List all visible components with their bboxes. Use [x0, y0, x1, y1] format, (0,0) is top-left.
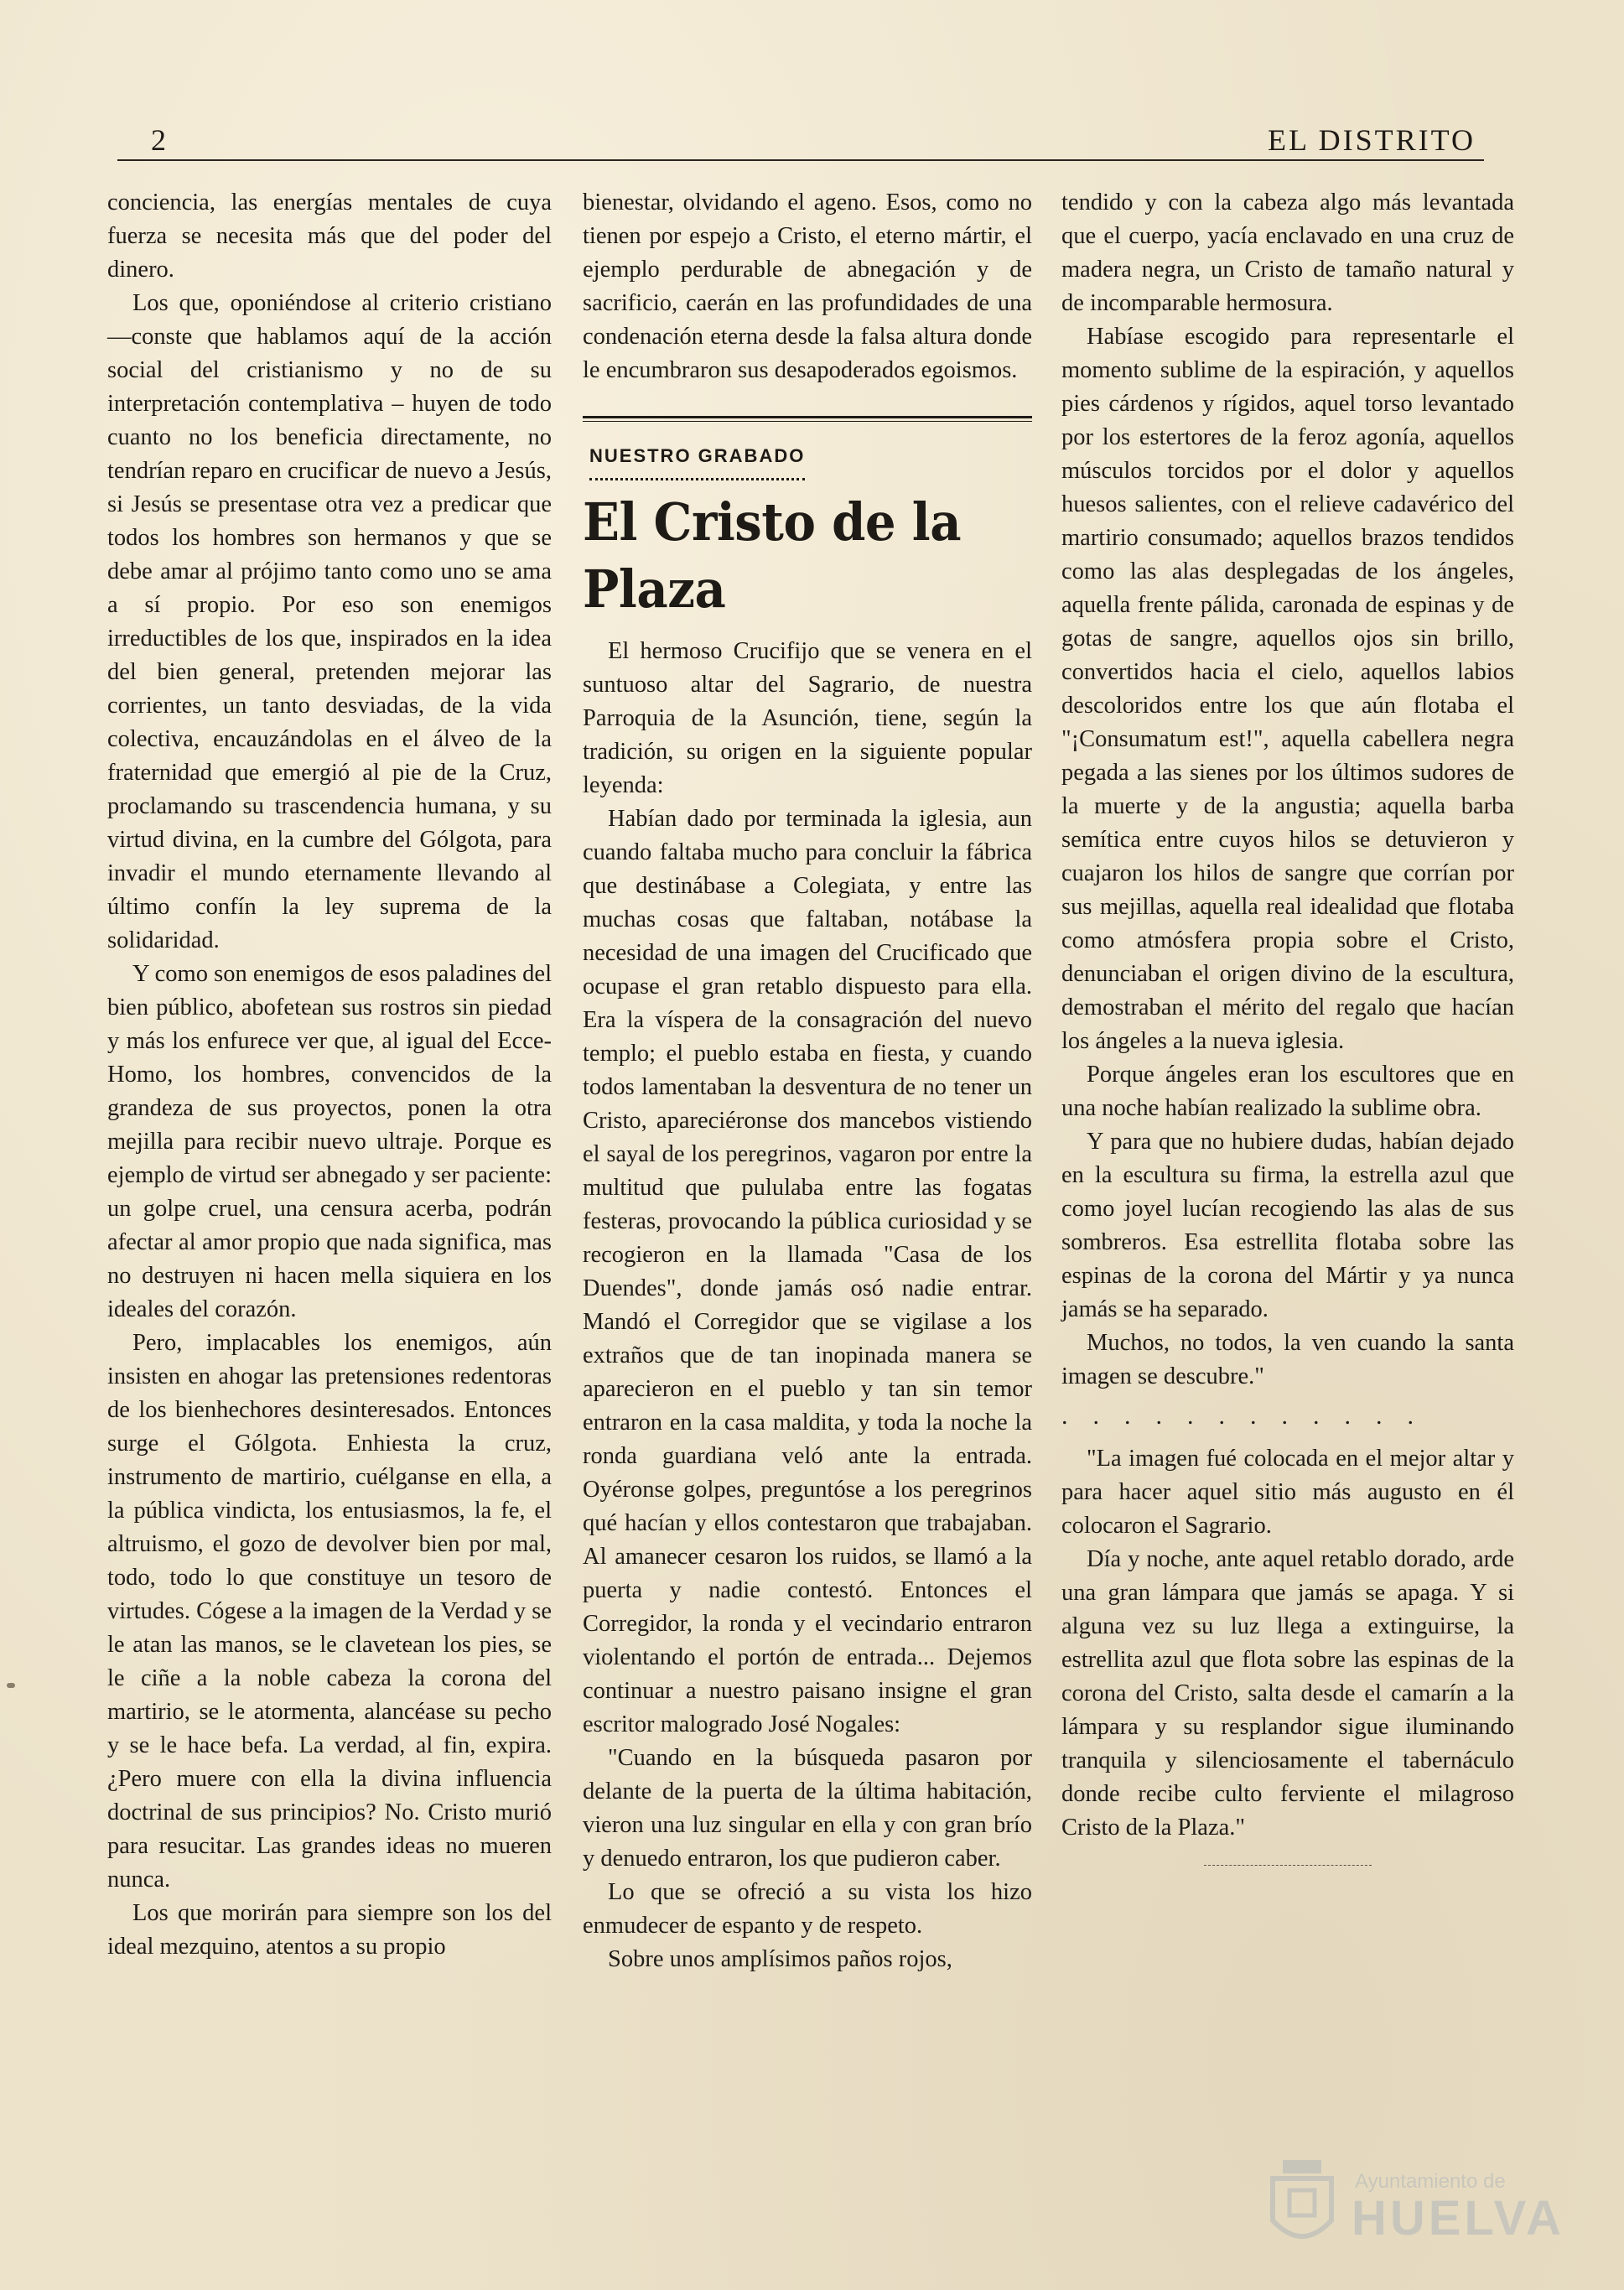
paragraph: "Cuando en la búsqueda pasaron por delante de la puerta de la última habitación, vieron una luz singular en ella y con gran brío y denuedo entraron, los que pudieron caber.	[583, 1745, 1032, 1872]
paragraph: Habían dado por terminada la iglesia, aun cuando faltaba mucho para concluir la fábrica que destinábase a Colegiata, y entre las muchas cosas que faltaban, notábase la necesidad de una imagen del Crucificado que ocupase el gran retablo dispuesto para ella. Era la víspera de la consagración del nuevo templo; el pueblo estaba en fiesta, y cuando todos lamentaban la desventura de no tener un Cristo, apareciéronse dos mancebos vistiendo el sayal de los peregrinos, vagaron por entre la multitud que pululaba entre las fogatas festeras, provocando la pública curiosidad y se recogieron en la llamada "Casa de los Duendes", donde jamás osó nadie entrar. Mandó el Corregidor que se vigilase a los extraños que de tan inopinada manera se aparecieron en el pueblo y tan sin temor entraron en la casa maldita, y toda la noche la ronda guardiana veló ante la entrada. Oyéronse golpes, preguntóse a los peregrinos qué hacían y ellos contestaron que trabajaban. Al amanecer cesaron los ruidos, se llamó a la puerta y nadie contestó. Entonces el Corregidor, la ronda y el vecindario entraron violentando el portón de entrada... Dejemos continuar a nuestro paisano insigne el gran escritor malogrado José Nogales:	[583, 806, 1032, 1737]
paragraph: Y para que no hubiere dudas, habían dejado en la escultura su firma, la estrella azul que como joyel lucían recogiendo las alas de sus sombreros. Esa estrellita flotaba sobre las espinas de la corona del Mártir y ya nunca jamás se ha separado.	[1061, 1129, 1514, 1322]
margin-mark	[7, 1683, 15, 1688]
watermark-line-1: Ayuntamiento de	[1355, 2170, 1506, 2193]
paragraph: Lo que se ofreció a su vista los hizo enmudecer de espanto y de respeto.	[583, 1879, 1032, 1939]
page-number: 2	[151, 123, 167, 157]
paragraph: Muchos, no todos, la ven cuando la santa imagen se descubre."	[1061, 1330, 1514, 1389]
masthead: EL DISTRITO	[1268, 123, 1476, 157]
coat-of-arms-icon	[1264, 2153, 1340, 2254]
paragraph: tendido y con la cabeza algo más levantada que el cuerpo, yacía enclavado en una cruz de madera negra, un Cristo de tamaño natural y de incomparable hermosura.	[1061, 190, 1514, 316]
end-rule	[1204, 1865, 1372, 1866]
paragraph: Pero, implacables los enemigos, aún insisten en ahogar las pretensiones redentoras de los bienhechores desinteresados. Entonces surge el Gólgota. Enhiesta la cruz, instrumento de martirio, cuélganse en ella, a la pública vindicta, los entusiasmos, la fe, el altruismo, el gozo de devolver bien por mal, todo, todo lo que constituye un tesoro de virtudes. Cógese a la imagen de la Verdad y se le atan las manos, se le clavetean los pies, se le ciñe a la noble cabeza la corona del martirio, se le atormenta, alancéase su pecho y se le hace befa. La verdad, al fin, expira. ¿Pero muere con ella la divina influencia doctrinal de sus principios? No. Cristo murió para resucitar. Las grandes ideas no mueren nunca.	[107, 1330, 552, 1893]
paragraph: Los que, oponiéndose al criterio cristiano—conste que hablamos aquí de la acción social del cristianismo y no de su interpretación contemplativa – huyen de todo cuanto no los beneficia directamente, no tendrían reparo en crucificar de nuevo a Jesús, si Jesús se presentase otra vez a predicar que todos los hombres son hermanos y que se debe amar al prójimo tanto como uno se ama a sí propio. Por eso son enemigos irreductibles de los que, inspirados en la idea del bien general, pretenden mejorar las corrientes, un tanto desviadas, de la vida colectiva, encauzándolas en el álveo de la fraternidad que emergió al pie de la Cruz, proclamando su trascendencia humana, y su virtud divina, en la cumbre del Gólgota, para invadir el mundo eternamente llevando al último confín la ley suprema de la solidaridad.	[107, 290, 552, 953]
ellipsis-separator: ............	[1061, 1402, 1439, 1430]
paragraph: "La imagen fué colocada en el mejor altar y para hacer aquel sitio más augusto en él colocaron el Sagrario.	[1061, 1446, 1514, 1539]
paragraph: Porque ángeles eran los escultores que en una noche habían realizado la sublime obra.	[1061, 1062, 1514, 1121]
paragraph: Sobre unos amplísimos paños rojos,	[608, 1946, 952, 1972]
column-2	[583, 186, 1032, 1976]
paragraph: Habíase escogido para representarle el momento sublime de la espiración, y aquellos pies cárdenos y rígidos, aquel torso levantado por los estertores de la feroz agonía, aquellos músculos torcidos por el dolor y aquellos huesos salientes, con el relieve cadavérico del martirio consumado; aquellos brazos tendidos como las alas desplegadas de los ángeles, aquella frente pálida, caronada de espinas y de gotas de sangre, aquellos ojos sin brillo, convertidos hacia el cielo, aquellos labios descoloridos entre los que aún flotaba el "¡Consumatum est!", aquella cabellera negra pegada a las sienes por los últimos sudores de la muerte y de la angustia; aquella barba semítica entre cuyos hilos se detuvieron y cuajaron los hilos de sangre que corrían por sus mejillas, aquella real idealidad que flotaba como atmósfera propia sobre el Cristo, denunciaban el origen divino de la escultura, demostraban el mérito del regalo que hacían los ángeles a la nueva iglesia.	[1061, 324, 1514, 1054]
watermark-line-2: HUELVA	[1352, 2191, 1564, 2246]
header-rule	[117, 159, 1484, 161]
column-3	[1061, 186, 1514, 1866]
paragraph: Los que morirán para siempre son los del ideal mezquino, atentos a su propio	[107, 1900, 552, 1960]
paragraph: bienestar, olvidando el ageno. Esos, como no tienen por espejo a Cristo, el eterno mártir, el ejemplo perdurable de abnegación y de sacrificio, caerán en las profundidades de una condenación eterna desde la falsa altura donde le encumbraron sus desapoderados egoismos.	[583, 190, 1032, 383]
paragraph: Día y noche, ante aquel retablo dorado, arde una gran lámpara que jamás se apaga. Y si alguna vez su luz llega a extinguirse, la estrellita azul que flota sobre las espinas de la corona del Cristo, salta desde el camarín a la lámpara y su resplandor sigue iluminando tranquila y silenciosamente el tabernáculo donde recibe culto ferviente el milagroso Cristo de la Plaza."	[1061, 1546, 1514, 1841]
column-1	[107, 186, 552, 1964]
article-headline: El Cristo de la Plaza	[583, 491, 962, 620]
page-header	[117, 122, 1476, 159]
paragraph: conciencia, las energías mentales de cuya fuerza se necesita más que del poder del dinero.	[107, 190, 552, 283]
section-kicker: NUESTRO GRABADO	[589, 439, 805, 480]
paragraph: Y como son enemigos de esos paladines del bien público, abofetean sus rostros sin piedad y más los enfurece ver que, al igual del Ecce-Homo, los hombres, convencidos de la grandeza de sus proyectos, ponen la otra mejilla para recibir nuevo ultraje. Porque es ejemplo de virtud ser abnegado y ser paciente: un golpe cruel, una censura acerba, podrán afectar al amor propio que nada significa, mas no destruyen ni hacen mella siquiera en los ideales del corazón.	[107, 961, 552, 1322]
section-rule	[583, 416, 1032, 422]
watermark-stamp	[1264, 2153, 1564, 2262]
paragraph: El hermoso Crucifijo que se venera en el suntuoso altar del Sagrario, de nuestra Parroquia de la Asunción, tiene, según la tradición, su origen en la siguiente popular leyenda:	[583, 638, 1032, 798]
